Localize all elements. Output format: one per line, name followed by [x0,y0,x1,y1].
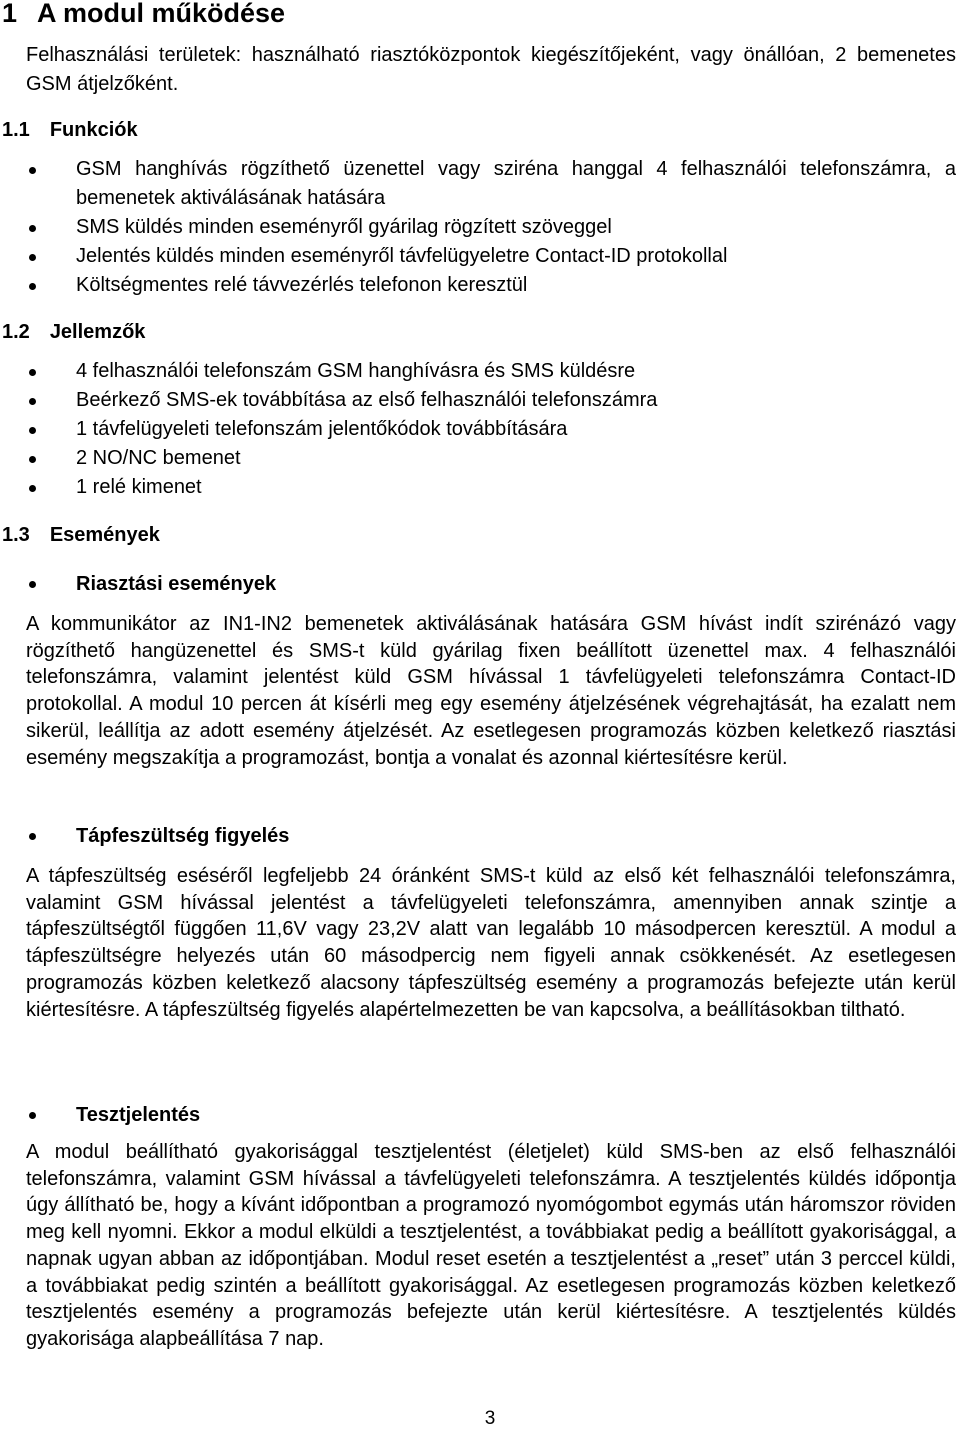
bullet-icon [29,456,36,463]
list-item: Költségmentes relé távvezérlés telefonon keresztül [26,271,956,300]
bullet-icon [29,398,36,405]
bullet-icon [29,427,36,434]
bullet-icon [29,225,36,232]
subsection-heading-riasztasi: Riasztási események [26,570,676,598]
section-heading-jellemzok [2,318,145,346]
paragraph-riasztasi: A kommunikátor az IN1-IN2 bemenetek aktiválásának hatására GSM hívást indít szirénázó vagy rögzíthető hangüzenettel és SMS-t küld gyárilag fixen beállított üzenettel max. 4 felhasználói telefonszámra, valamint jelentést küld GSM hívással 1 távfelügyeleti telefonszámra Contact-ID protokollal. A modul 10 percen át kísérli meg egy esemény átjelzésének végrehajtását, ha ezalatt nem sikerül, leállítja az adott esemény átjelzését. Az esetlegesen programozás közben keletkező riasztási esemény megszakítja a programozást, bontja a vonalat és azonnal kiértesítésre kerül. [26,613,956,769]
section-title: Események [49,524,160,546]
list-item: 4 felhasználói telefonszám GSM hanghívásra és SMS küldésre [26,357,956,386]
page-number: 3 [484,1408,496,1429]
intro-paragraph: Felhasználási területek: használható riasztóközpontok kiegészítőjeként, vagy önállóan, 2 bemenetes GSM átjelzőként. [26,44,956,95]
paragraph-tapfeszultseg: A tápfeszültség eséséről legfeljebb 24 óránként SMS-t küld az első két felhasználói telefonszámra, valamint GSM hívással jelentést a távfelügyeleti telefonszámra, amennyiben annak szintje a tápfeszültségtől függően 11,6V vagy 23,2V alatt van legalább 10 másodpercen keresztül. A modul a tápfeszültségre helyezés után 60 másodpercig nem figyeli annak csökkenését. Az esetlegesen programozás közben keletkező alacsony tápfeszültség esemény a programozás befejezte után kerül kiértesítésre. A tápfeszültség figyelés alapértelmezetten be van kapcsolva, a beállításokban tiltható. [26,865,956,1021]
list-item: Jelentés küldés minden eseményről távfelügyeletre Contact-ID protokollal [26,242,956,271]
functions-list [26,155,956,300]
bullet-icon [29,833,36,840]
section-number: 1.1 [2,119,30,141]
bullet-icon [29,283,36,290]
section-number: 1.3 [2,524,30,546]
list-item: 1 távfelügyeleti telefonszám jelentőkódok továbbítására [26,415,956,444]
bullet-icon [29,581,36,588]
chapter-number: 1 [2,0,18,28]
section-title: Jellemzők [49,321,146,343]
section-heading-funkciok [2,116,138,144]
paragraph-tesztjelentes: A modul beállítható gyakorisággal tesztjelentést (életjelet) küld SMS-ben az első felhasználói telefonszámra, valamint GSM hívással a távfelügyeleti telefonszámra. A tesztjelentés küldés időpontja úgy állítható be, hogy a kívánt időpontban a programozó nyomógombot egymás után háromszor röviden meg kell nyomni. Ekkor a modul elküldi a tesztjelentést, a továbbiakat pedig a beállított gyakorisággal, a napnak ugyan abban az időpontjában. Modul reset esetén a tesztjelentést a „reset” után 3 perccel küldi, a továbbiakat pedig szintén a beállított gyakorisággal. Az esetlegesen programozás közben keletkező tesztjelentés esemény a programozás befejezte után kerül kiértesítésre. A tesztjelentés küldés gyakorisága alapbeállítása 7 nap. [26,1141,956,1350]
section-number: 1.2 [2,321,30,343]
bullet-icon [29,1112,36,1119]
list-item: 1 relé kimenet [26,473,956,502]
list-item: SMS küldés minden eseményről gyárilag rögzített szöveggel [26,213,956,242]
list-item: GSM hanghívás rögzíthető üzenettel vagy sziréna hanggal 4 felhasználói telefonszámra, a bemenetek aktiválásának hatására [26,155,956,213]
bullet-icon [29,485,36,492]
subsection-heading-tesztjelentes: Tesztjelentés [26,1101,676,1129]
bullet-icon [29,167,36,174]
list-item: Beérkező SMS-ek továbbítása az első felhasználói telefonszámra [26,386,956,415]
bullet-icon [29,369,36,376]
chapter-heading [2,0,285,30]
section-heading-esemenyek [2,521,160,549]
section-title: Funkciók [49,119,138,141]
features-list [26,357,956,502]
chapter-title: A modul működése [37,0,286,28]
bullet-icon [29,254,36,261]
subsection-heading-tapfeszultseg: Tápfeszültség figyelés [26,822,676,850]
list-item: 2 NO/NC bemenet [26,444,956,473]
